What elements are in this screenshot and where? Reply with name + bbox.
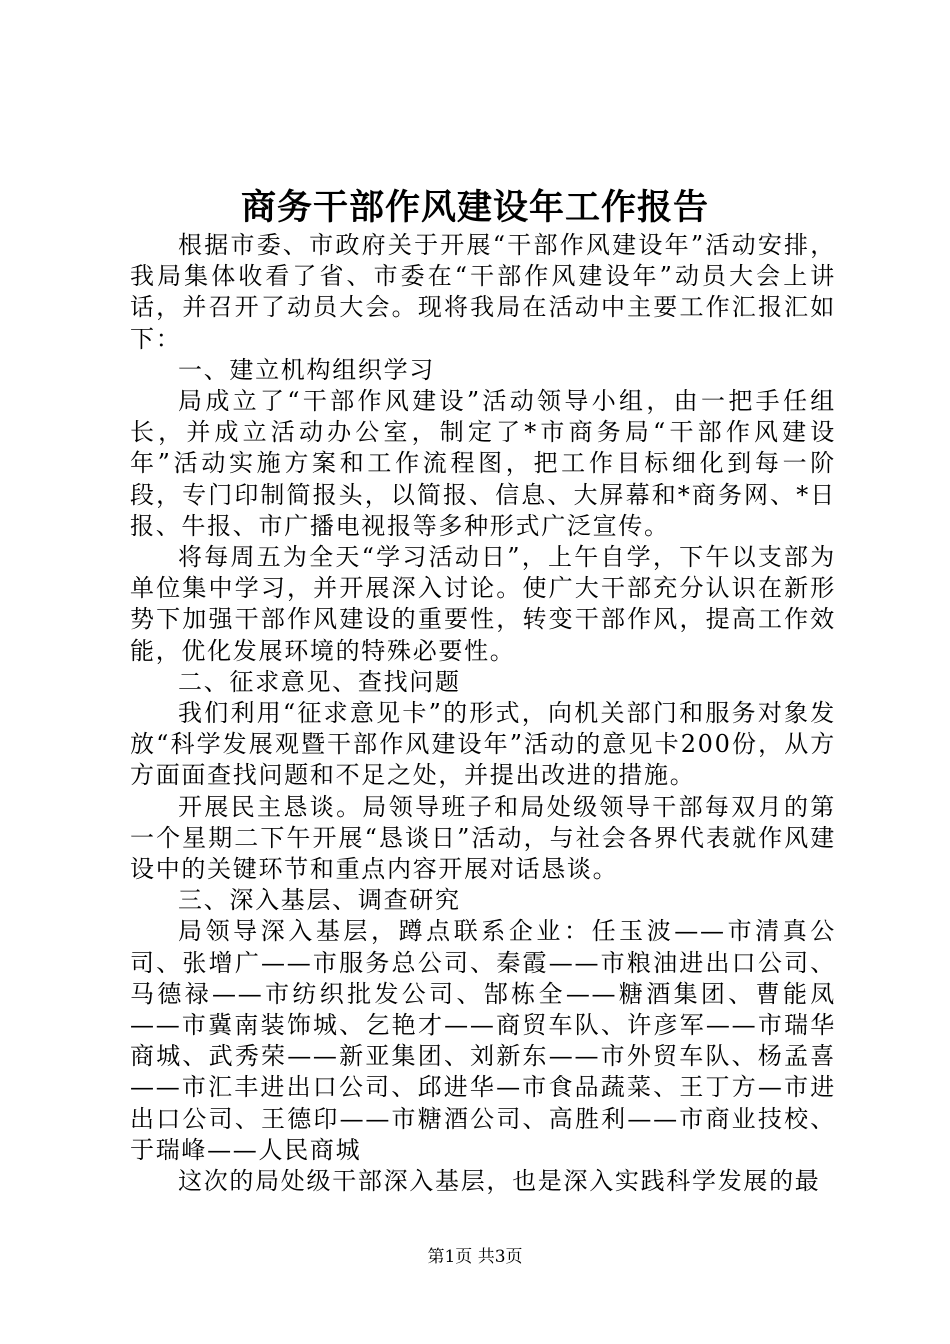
section-heading-1: 一、建立机构组织学习 [178,355,435,384]
intro-paragraph: 根据市委、市政府关于开展“干部作风建设年”活动安排，我局集体收看了省、市委在“干部作风建设年”动员大会上讲话，并召开了动员大会。现将我局在活动中主要工作汇报汇如下： [130,231,836,353]
section-heading-3: 三、深入基层、调查研究 [178,886,461,915]
paragraph: 我们利用“征求意见卡”的形式，向机关部门和服务对象发放“科学发展观暨干部作风建设年”活动的意见卡200份，从方方面面查找问题和不足之处，并提出改进的措施。 [130,699,836,790]
paragraph: 这次的局处级干部深入基层，也是深入实践科学发展的最 [178,1167,821,1196]
paragraph: 局领导深入基层，蹲点联系企业：任玉波——市清真公司、张增广——市服务总公司、秦霞——市粮油进出口公司、马德禄——市纺织批发公司、郜栋全——糖酒集团、曹能凤——市冀南装饰城、乞艳才——商贸车队、许彦军——市瑞华商城、武秀荣——新亚集团、刘新东——市外贸车队、杨孟喜——市汇丰进出口公司、邱进华—市食品蔬菜、王丁方—市进出口公司、王德印——市糖酒公司、高胜利——市商业技校、于瑞峰——人民商城 [130,917,836,1164]
document-title: 商务干部作风建设年工作报告 [240,187,709,228]
paragraph: 开展民主恳谈。局领导班子和局处级领导干部每双月的第一个星期二下午开展“恳谈日”活动，与社会各界代表就作风建设中的关键环节和重点内容开展对话恳谈。 [130,792,836,884]
paragraph: 将每周五为全天“学习活动日”，上午自学，下午以支部为单位集中学习，并开展深入讨论。使广大干部充分认识在新形势下加强干部作风建设的重要性，转变干部作风，提高工作效能，优化发展环境的特殊必要性。 [130,543,836,665]
paragraph: 局成立了“干部作风建设”活动领导小组，由一把手任组长，并成立活动办公室，制定了*市商务局“干部作风建设年”活动实施方案和工作流程图，把工作目标细化到每一阶段，专门印制简报头，以简报、信息、大屏幕和*商务网、*日报、牛报、市广播电视报等多种形式广泛宣传。 [130,387,836,540]
page-footer: 第1页 共3页 [427,1247,523,1267]
section-heading-2: 二、征求意见、查找问题 [178,667,461,696]
document-body [130,230,836,1197]
